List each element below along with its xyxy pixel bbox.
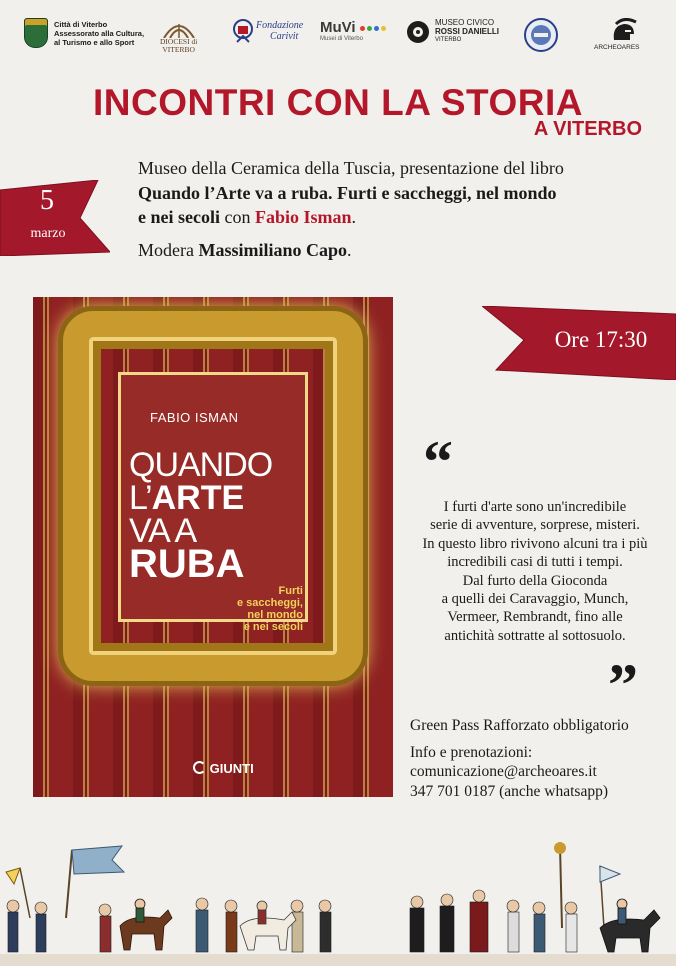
standard-pole-icon bbox=[560, 846, 562, 928]
comune-line2: Assessorato alla Cultura, bbox=[54, 28, 145, 38]
comune-line3: al Turismo e allo Sport bbox=[54, 37, 135, 47]
close-quote-mark: ” bbox=[608, 652, 638, 718]
page-title: INCONTRI CON LA STORIA bbox=[93, 82, 583, 123]
fondazione-logo bbox=[232, 18, 303, 44]
muvi-sub: Musei di Viterbo bbox=[320, 36, 363, 42]
comune-line1: Città di Viterbo bbox=[54, 19, 108, 29]
author-period: . bbox=[351, 207, 357, 227]
museo-line1: MUSEO CIVICO bbox=[435, 18, 495, 27]
cover-subtitle bbox=[193, 585, 303, 633]
round-seal-icon bbox=[524, 18, 558, 52]
cover-author: FABIO ISMAN bbox=[150, 410, 239, 425]
open-quote-mark: “ bbox=[423, 429, 453, 495]
viterbo-crest-icon bbox=[24, 18, 48, 48]
procession-illustration bbox=[0, 838, 676, 966]
cover-title-apostrophe: L’ bbox=[129, 479, 152, 517]
quote-line: antichità sottratte al sottosuolo. bbox=[444, 627, 626, 644]
event-info bbox=[410, 716, 670, 801]
cover-sub-line2: e saccheggi, bbox=[236, 597, 303, 609]
contact-email: comunicazione@archeoares.it bbox=[410, 763, 597, 780]
museo-line2: ROSSI DANIELLI bbox=[435, 27, 500, 36]
cover-title-arte: ARTE bbox=[151, 479, 245, 517]
banner-flag-icon bbox=[72, 846, 124, 874]
cover-title-line4: RUBA bbox=[129, 542, 245, 586]
black-horse-icon bbox=[600, 899, 660, 952]
event-intro bbox=[138, 156, 638, 262]
fondazione-emblem-icon bbox=[232, 18, 254, 44]
cover-title-line1: QUANDO bbox=[129, 446, 273, 484]
book-title-end: e nei secoli bbox=[138, 207, 220, 227]
logo-strip bbox=[0, 18, 676, 68]
publisher-mark-icon bbox=[193, 761, 206, 774]
muvi-logo bbox=[320, 18, 387, 42]
cover-title-line3: VA A bbox=[129, 512, 197, 550]
publisher-logo bbox=[193, 761, 254, 776]
archeoares-name: ARCHEOARES bbox=[594, 44, 640, 51]
horse-rider-icon bbox=[120, 899, 172, 950]
book-author-line bbox=[138, 205, 638, 230]
date-day: 5 bbox=[40, 185, 54, 216]
quote-line: Vermeer, Rembrandt, fino alle bbox=[447, 609, 623, 626]
date-month: marzo bbox=[30, 226, 66, 241]
intro-line1: Museo della Ceramica della Tuscia, presentazione del libro bbox=[138, 158, 564, 178]
quote-line: Dal furto della Gioconda bbox=[462, 572, 608, 589]
moderator-name: Massimiliano Capo bbox=[198, 239, 348, 260]
diocesi-line2: VITERBO bbox=[162, 45, 195, 54]
museo-line3: VITERBO bbox=[435, 37, 462, 43]
cover-sub-line1: Furti bbox=[278, 585, 303, 597]
with-text: con bbox=[219, 207, 255, 227]
fondazione-line2: Carivit bbox=[270, 31, 299, 42]
event-time: Ore 17:30 bbox=[554, 327, 648, 352]
diocesi-logo bbox=[160, 18, 197, 54]
quote-line: I furti d'arte sono un'incredibile bbox=[443, 499, 627, 515]
diocesi-arch-icon bbox=[162, 18, 196, 38]
archeoares-logo bbox=[594, 18, 640, 51]
museo-logo bbox=[406, 18, 499, 45]
comune-logo bbox=[24, 18, 144, 48]
diocesi-line1: DIOCESI di bbox=[160, 37, 198, 46]
flag-pole-icon bbox=[66, 850, 72, 918]
muvi-dots-icon bbox=[359, 18, 387, 36]
moderator-prefix: Modera bbox=[138, 239, 199, 260]
book-cover bbox=[33, 297, 393, 797]
quote-line: incredibili casi di tutti i tempi. bbox=[447, 554, 623, 571]
quote-line: In questo libro rivivono alcuni tra i più bbox=[422, 535, 648, 552]
muvi-name: MuVi bbox=[320, 18, 356, 36]
seal-logo bbox=[524, 18, 558, 52]
cover-sub-line4: e nei secoli bbox=[243, 621, 303, 633]
moderator-suffix: . bbox=[347, 239, 352, 260]
museo-emblem-icon bbox=[406, 20, 430, 44]
contact-phone: 347 701 0187 (anche whatsapp) bbox=[410, 782, 609, 800]
white-horse-icon bbox=[240, 901, 296, 950]
quote-line: a quelli dei Caravaggio, Munch, bbox=[441, 591, 629, 608]
book-title-line: Quando l’Arte va a ruba. Furti e saccheggi, nel mondo bbox=[138, 182, 557, 203]
green-pass-notice: Green Pass Rafforzato obbligatorio bbox=[410, 717, 629, 734]
warrior-helmet-icon bbox=[606, 18, 640, 42]
publisher-name: GIUNTI bbox=[209, 761, 254, 776]
fondazione-line1: Fondazione bbox=[256, 20, 304, 31]
moderator-line bbox=[138, 238, 638, 263]
booking-label: Info e prenotazioni: bbox=[410, 743, 533, 761]
author-name: Fabio Isman bbox=[254, 207, 352, 227]
page-subtitle: A VITERBO bbox=[533, 118, 642, 140]
cover-sub-line3: nel mondo bbox=[247, 609, 303, 621]
quote-line: serie di avventure, sorprese, misteri. bbox=[430, 517, 640, 534]
book-quote bbox=[400, 498, 670, 645]
cover-title bbox=[129, 446, 309, 586]
